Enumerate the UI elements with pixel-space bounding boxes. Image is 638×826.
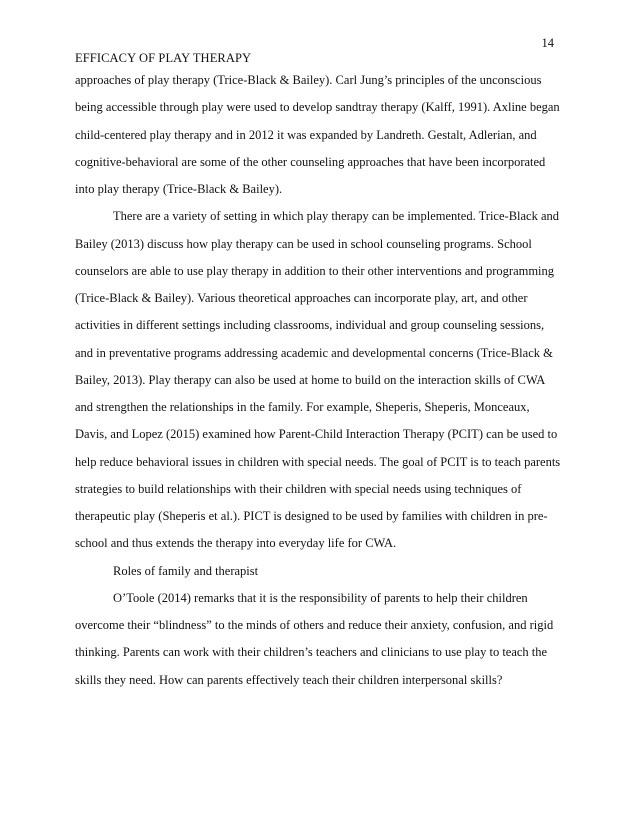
text-line: help reduce behavioral issues in children with special needs. The goal of PCIT is to teach parents <box>75 454 561 469</box>
running-head: EFFICACY OF PLAY THERAPY <box>75 51 252 65</box>
body-text <box>75 72 565 699</box>
section-heading: Roles of family and therapist <box>113 563 259 578</box>
text-line: activities in different settings including classrooms, individual and group counseling sessions, <box>75 318 545 333</box>
text-line: skills they need. How can parents effectively teach their children interpersonal skills? <box>75 672 503 687</box>
text-line: therapeutic play (Sheperis et al.). PICT is designed to be used by families with children in pre- <box>75 509 548 523</box>
text-line: school and thus extends the therapy into everyday life for CWA. <box>75 536 397 551</box>
text-line: child-centered play therapy and in 2012 it was expanded by Landreth. Gestalt, Adlerian, and <box>75 127 537 142</box>
text-line: strategies to build relationships with their children with special needs using techniques of <box>75 481 522 496</box>
text-line: and strengthen the relationships in the family. For example, Sheperis, Sheperis, Monceaux, <box>75 400 530 414</box>
text-line: Davis, and Lopez (2015) examined how Parent-Child Interaction Therapy (PCIT) can be used to <box>75 427 558 442</box>
text-line: counselors are able to use play therapy in addition to their other interventions and programming <box>75 263 555 278</box>
text-line: (Trice-Black & Bailey). Various theoretical approaches can incorporate play, art, and other <box>75 291 528 305</box>
text-line: O’Toole (2014) remarks that it is the responsibility of parents to help their children <box>113 590 528 605</box>
text-line: Bailey, 2013). Play therapy can also be used at home to build on the interaction skills of CWA <box>75 372 546 387</box>
text-line: into play therapy (Trice-Black & Bailey). <box>75 182 283 196</box>
text-line: and in preventative programs addressing academic and developmental concerns (Trice-Black & <box>75 345 553 360</box>
text-line: Bailey (2013) discuss how play therapy can be used in school counseling programs. School <box>75 236 532 251</box>
page-number: 14 <box>541 36 554 50</box>
text-line: being accessible through play were used to develop sandtray therapy (Kalff, 1991). Axline began <box>75 100 560 115</box>
text-line: There are a variety of setting in which play therapy can be implemented. Trice-Black and <box>113 209 560 224</box>
text-line: cognitive-behavioral are some of the other counseling approaches that have been incorporated <box>75 154 546 169</box>
text-line: thinking. Parents can work with their children’s teachers and clinicians to use play to teach the <box>75 645 548 660</box>
text-line: overcome their “blindness” to the minds of others and reduce their anxiety, confusion, and rigid <box>75 618 554 632</box>
text-line: approaches of play therapy (Trice-Black & Bailey). Carl Jung’s principles of the unconscious <box>75 73 542 87</box>
